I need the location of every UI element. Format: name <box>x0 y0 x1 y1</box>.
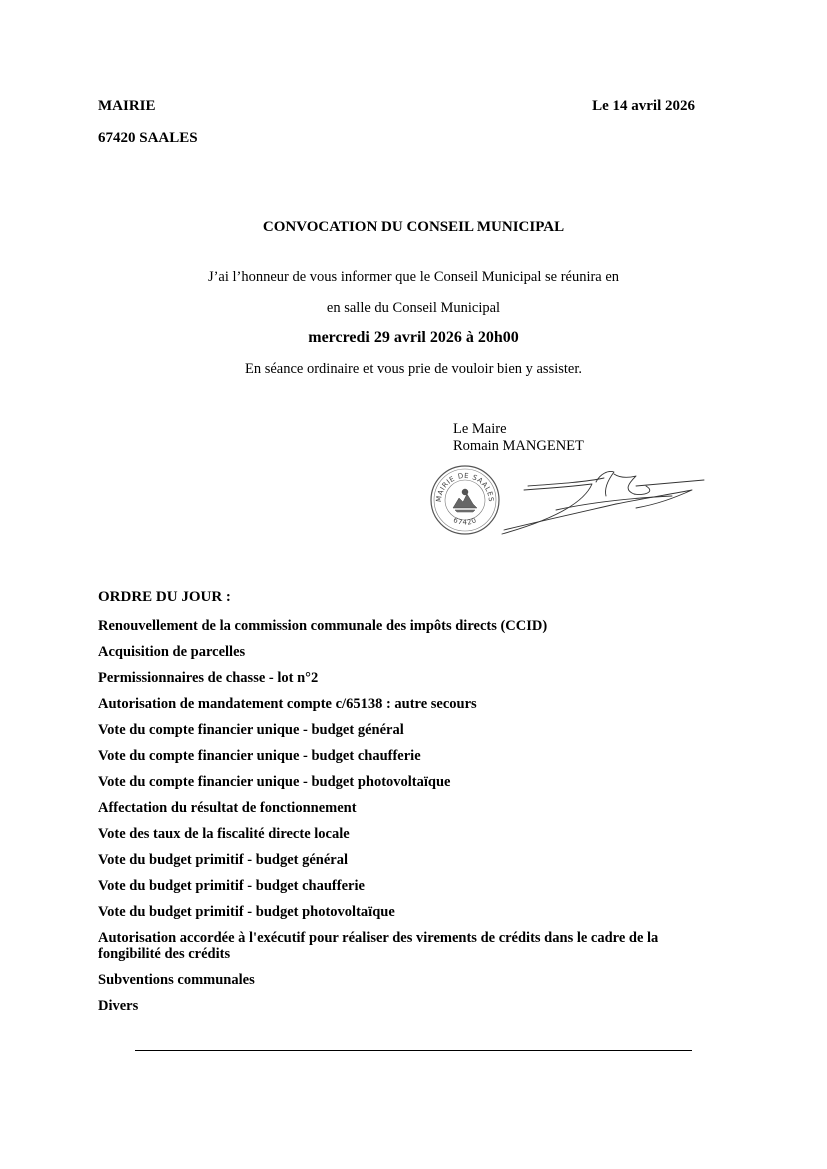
agenda-item: Vote du budget primitif - budget photovoltaïque <box>98 904 395 920</box>
agenda-item: Vote du budget primitif - budget chaufferie <box>98 878 365 894</box>
agenda-item: Vote du budget primitif - budget général <box>98 852 348 868</box>
signer-name: Romain MANGENET <box>453 438 584 454</box>
intro-paragraph: J’ai l’honneur de vous informer que le Conseil Municipal se réunira en <box>207 269 620 285</box>
town-seal-icon <box>429 464 501 536</box>
agenda-list <box>98 618 708 1024</box>
agenda-item: Vote des taux de la fiscalité directe locale <box>98 826 350 842</box>
seal-text-top: MAIRIE DE SAALES <box>434 471 496 503</box>
agenda-item: Vote du compte financier unique - budget chaufferie <box>98 748 421 764</box>
agenda-item: Divers <box>98 998 139 1014</box>
location-paragraph: en salle du Conseil Municipal <box>326 300 501 316</box>
signature-block <box>453 421 584 455</box>
agenda-item: Autorisation de mandatement compte c/65138 : autre secours <box>98 696 477 712</box>
footer-divider <box>135 1050 692 1051</box>
meeting-date: mercredi 29 avril 2026 à 20h00 <box>308 329 519 346</box>
document-title: CONVOCATION DU CONSEIL MUNICIPAL <box>262 219 565 235</box>
agenda-item: Renouvellement de la commission communale des impôts directs (CCID) <box>98 618 548 634</box>
agenda-item: Acquisition de parcelles <box>98 644 246 660</box>
agenda-item: Autorisation accordée à l'exécutif pour réaliser des virements de crédits dans le cadre de la fongibilité des crédits <box>98 930 659 962</box>
sender-city: 67420 SAALES <box>98 130 198 146</box>
agenda-item: Affectation du résultat de fonctionnement <box>98 800 357 816</box>
agenda-heading: ORDRE DU JOUR : <box>98 589 231 605</box>
svg-text:67420 <box>452 516 478 527</box>
signer-role: Le Maire <box>453 421 507 437</box>
letter-date: Le 14 avril 2026 <box>592 98 695 114</box>
agenda-item: Vote du compte financier unique - budget général <box>98 722 404 738</box>
agenda-item: Permissionnaires de chasse - lot n°2 <box>98 670 319 686</box>
sender-name: MAIRIE <box>98 98 156 114</box>
closing-paragraph: En séance ordinaire et vous prie de vouloir bien y assister. <box>244 361 583 377</box>
seal-text-bottom: 67420 <box>451 516 479 527</box>
agenda-item: Subventions communales <box>98 972 255 988</box>
handwritten-signature <box>496 464 708 538</box>
agenda-item: Vote du compte financier unique - budget photovoltaïque <box>98 774 451 790</box>
